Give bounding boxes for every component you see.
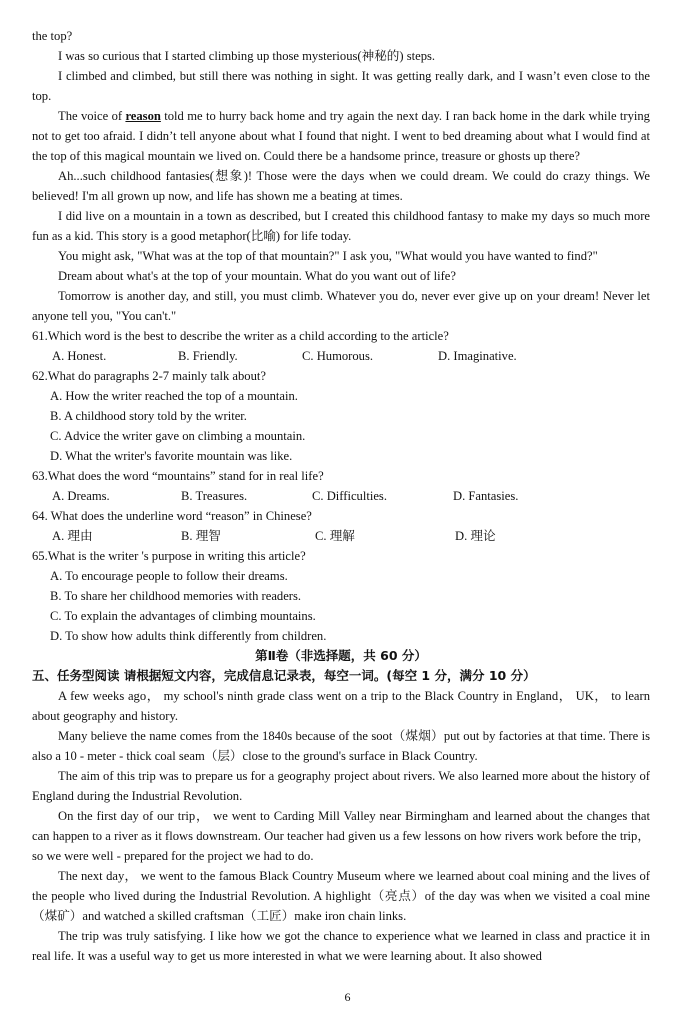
passage-paragraph	[32, 106, 650, 166]
passage-paragraph: A few weeks ago， my school's ninth grade class went on a trip to the Black Country in England， UK， to learn about geography and history.	[32, 689, 650, 723]
paragraph-text: The voice of	[58, 109, 126, 123]
answer-option[interactable]: D. Fantasies.	[453, 489, 519, 503]
passage-paragraph: The trip was truly satisfying. I like how we got the chance to experience what we learned in class and practice it in real life. It was a useful way to get us more interested in what we were learning about. It also showed	[32, 929, 650, 963]
passage-paragraph: Dream about what's at the top of your mountain. What do you want out of life?	[58, 269, 456, 283]
answer-option[interactable]: A. Honest.	[52, 349, 107, 363]
answer-option[interactable]: A. 理由	[52, 529, 93, 543]
passage-paragraph: You might ask, "What was at the top of that mountain?" I ask you, "What would you have wanted to find?"	[58, 249, 598, 263]
exam-page	[32, 26, 650, 966]
question-stem: 63.What does the word “mountains” stand for in real life?	[32, 469, 324, 483]
passage-paragraph: I did live on a mountain in a town as described, but I created this childhood fantasy to make my days so much more fun as a kid. This story is a good metaphor(比喻) for life today.	[32, 209, 650, 243]
answer-option[interactable]: B. A childhood story told by the writer.	[50, 409, 247, 423]
answer-option[interactable]: D. 理论	[455, 529, 496, 543]
passage-lead-line: the top?	[32, 29, 73, 43]
answer-option[interactable]: B. Friendly.	[178, 349, 238, 363]
question-stem: 62.What do paragraphs 2-7 mainly talk about?	[32, 369, 266, 383]
passage-paragraph: On the first day of our trip， we went to Carding Mill Valley near Birmingham and learned about the changes that can happen to a river as it flows downstream. Our teacher had given us a few lessons on how rivers work before the trip， so we were well - prepared for the project we had to do.	[32, 809, 650, 863]
passage-paragraph: I was so curious that I started climbing up those mysterious(神秘的) steps.	[58, 49, 436, 63]
answer-option[interactable]: C. Advice the writer gave on climbing a mountain.	[50, 429, 306, 443]
underlined-word-reason: reason	[125, 109, 161, 123]
passage-paragraph: Many believe the name comes from the 1840s because of the soot（煤烟）put out by factories at that time. There is also a 10 - meter - thick coal seam（层）close to the ground's surface in Black Country.	[32, 729, 650, 763]
answer-option[interactable]: B. Treasures.	[181, 489, 248, 503]
answer-option[interactable]: C. Difficulties.	[312, 489, 387, 503]
answer-option[interactable]: C. 理解	[315, 529, 355, 543]
passage-paragraph: The aim of this trip was to prepare us for a geography project about rivers. We also learned more about the history of England during the Industrial Revolution.	[32, 769, 650, 803]
answer-option[interactable]: D. What the writer's favorite mountain was like.	[50, 449, 293, 463]
question-options	[32, 526, 650, 546]
answer-option[interactable]: B. 理智	[181, 529, 221, 543]
task-heading: 五、任务型阅读 请根据短文内容，完成信息记录表，每空一词。(每空 1 分，满分 10 分）	[32, 668, 536, 683]
passage-paragraph: I climbed and climbed, but still there was nothing in sight. It was getting really dark, and I wasn’t even close to the top.	[32, 69, 650, 103]
answer-option[interactable]: C. Humorous.	[302, 349, 374, 363]
question-options	[32, 486, 650, 506]
answer-option[interactable]: D. To show how adults think differently from children.	[50, 629, 327, 643]
answer-option[interactable]: B. To share her childhood memories with readers.	[50, 589, 302, 603]
page-number: 6	[344, 990, 351, 1004]
question-options	[32, 346, 650, 366]
question-stem: 65.What is the writer 's purpose in writing this article?	[32, 549, 306, 563]
answer-option[interactable]: A. To encourage people to follow their dreams.	[50, 569, 288, 583]
passage-paragraph: Tomorrow is another day, and still, you must climb. Whatever you do, never ever give up on your dream! Never let anyone tell you, "You can't."	[32, 289, 650, 323]
answer-option[interactable]: D. Imaginative.	[438, 349, 517, 363]
question-stem: 61.Which word is the best to describe the writer as a child according to the article?	[32, 329, 449, 343]
answer-option[interactable]: A. Dreams.	[52, 489, 110, 503]
paragraph-text: told me to hurry back home and try again the next day. I ran back home in the dark while trying not to get too afraid. I didn’t tell anyone about what I found that night. I went to bed dreaming about what I would find at the top of this magical mountain we lived on. Could there be a handsome prince, treasure or ghosts up there?	[32, 109, 650, 163]
answer-option[interactable]: A. How the writer reached the top of a mountain.	[50, 389, 298, 403]
passage-paragraph: The next day， we went to the famous Black Country Museum where we learned about coal mining and the lives of the people who lived during the Industrial Revolution. A highlight（亮点）of the day was when we visited a coal mine（煤矿）and watched a skilled craftsman（工匠）make iron chain links.	[32, 869, 650, 923]
section-title: 第Ⅱ卷（非选择题，共 60 分）	[255, 648, 427, 663]
answer-option[interactable]: C. To explain the advantages of climbing mountains.	[50, 609, 316, 623]
question-stem: 64. What does the underline word “reason” in Chinese?	[32, 509, 312, 523]
passage-paragraph: Ah...such childhood fantasies(想象)! Those were the days when we could dream. We could do crazy things. We believed! I'm all grown up now, and life has shown me a beating at times.	[32, 169, 650, 203]
